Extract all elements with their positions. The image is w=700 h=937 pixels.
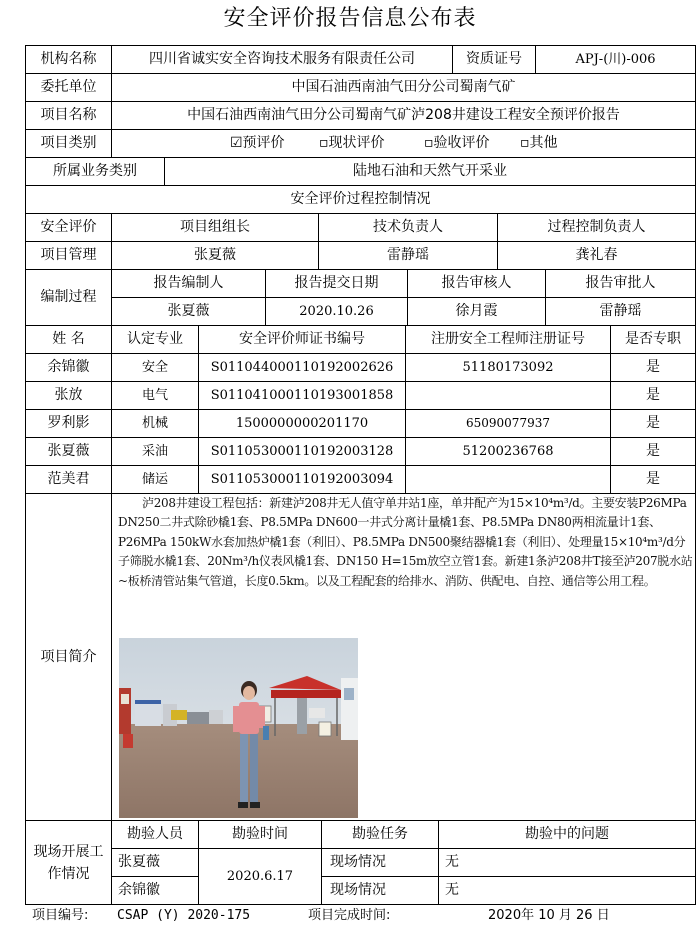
staff-row-fulltime: 是 [610,465,696,494]
site-header-staff: 勘验人员 [111,820,199,849]
org-name: 四川省诚实安全咨询技术服务有限责任公司 [111,45,453,74]
staff-row-fulltime: 是 [610,381,696,410]
staff-row-name: 范美君 [25,465,112,494]
compile-header-author: 报告编制人 [111,269,266,298]
project-name: 中国石油西南油气田分公司蜀南气矿泸208井建设工程安全预评价报告 [111,101,696,130]
category-option-other[interactable]: ▫其他 [520,135,558,151]
staff-header-major: 认定专业 [111,325,199,354]
mgmt-tech-name: 雷静瑶 [318,241,498,270]
staff-header-reg: 注册安全工程师注册证号 [405,325,611,354]
staff-row-cert: S011053000110192003094 [198,465,406,494]
compile-header-reviewer: 报告审核人 [407,269,546,298]
site-row-task: 现场情况 [321,876,439,905]
staff-header-fulltime: 是否专职 [610,325,696,354]
footer-code-label: 项目编号: [32,908,89,923]
staff-row-major: 采油 [111,437,199,466]
site-row-task: 现场情况 [321,848,439,877]
staff-row-name: 罗利影 [25,409,112,438]
staff-header-name: 姓 名 [25,325,112,354]
compile-date: 2020.10.26 [265,297,408,326]
industry-label: 所属业务类别 [25,157,165,186]
staff-row-name: 张夏薇 [25,437,112,466]
intro-label: 项目简介 [25,493,112,821]
staff-row-major: 储运 [111,465,199,494]
qual-number: APJ-(川)-006 [535,45,696,74]
qual-label: 资质证号 [452,45,536,74]
site-row-staff: 余锦徽 [111,876,199,905]
staff-row-fulltime: 是 [610,409,696,438]
category-option-status[interactable]: ▫现状评价 [319,135,385,151]
client-name: 中国石油西南油气田分公司蜀南气矿 [111,73,696,102]
staff-row-reg [405,465,611,494]
org-label: 机构名称 [25,45,112,74]
site-header-time: 勘验时间 [198,820,322,849]
staff-row-reg: 51180173092 [405,353,611,382]
staff-row-fulltime: 是 [610,353,696,382]
client-label: 委托单位 [25,73,112,102]
category-label: 项目类别 [25,129,112,158]
mgmt-header-leader: 项目组组长 [111,213,319,242]
compile-reviewer: 徐月霞 [407,297,546,326]
footer-code: CSAP (Y) 2020-175 [117,908,251,923]
compile-author: 张夏薇 [111,297,266,326]
process-header: 安全评价过程控制情况 [25,185,696,214]
staff-row-name: 张放 [25,381,112,410]
staff-header-cert: 安全评价师证书编号 [198,325,406,354]
mgmt-label-1: 安全评价 [25,213,112,242]
staff-row-name: 余锦徽 [25,353,112,382]
site-header-issues: 勘验中的问题 [438,820,696,849]
staff-row-reg [405,381,611,410]
mgmt-label-2: 项目管理 [25,241,112,270]
project-label: 项目名称 [25,101,112,130]
category-option-acceptance[interactable]: ▫验收评价 [424,135,490,151]
staff-row-major: 安全 [111,353,199,382]
page-title: 安全评价报告信息公布表 [223,6,477,31]
staff-row-cert: 1500000000201170 [198,409,406,438]
staff-row-reg: 51200236768 [405,437,611,466]
category-option-pre[interactable]: ☑预评价 [230,135,285,151]
compile-label: 编制过程 [25,269,112,326]
mgmt-control-name: 龚礼春 [497,241,696,270]
staff-row-reg: 65090077937 [405,409,611,438]
staff-row-major: 机械 [111,409,199,438]
compile-header-date: 报告提交日期 [265,269,408,298]
site-label: 现场开展工作情况 [25,820,112,905]
mgmt-header-control: 过程控制负责人 [497,213,696,242]
staff-row-cert: S011053000110192003128 [198,437,406,466]
staff-row-fulltime: 是 [610,437,696,466]
footer-done-date: 2020年 10 月 26 日 [488,908,610,923]
compile-header-approver: 报告审批人 [545,269,696,298]
staff-row-cert: S011044000110192002626 [198,353,406,382]
site-row-issue: 无 [438,876,696,905]
mgmt-leader-name: 张夏薇 [111,241,319,270]
category-options [111,129,696,158]
mgmt-header-tech: 技术负责人 [318,213,498,242]
site-header-task: 勘验任务 [321,820,439,849]
site-date: 2020.6.17 [198,848,322,905]
site-row-issue: 无 [438,848,696,877]
staff-row-major: 电气 [111,381,199,410]
compile-approver: 雷静瑶 [545,297,696,326]
site-row-staff: 张夏薇 [111,848,199,877]
intro-text: 泸208井建设工程包括：新建泸208井无人值守单井站1座，单井配产为15×10⁴m³/d。主要安装P26MPa DN250二井式除砂橇1套、P8.5MPa DN600一井式分离计量橇1套、P8.5MPa DN80两相流量计1套、P26MPa 150kW水套加热炉橇1套（利旧）、P8.5MPa DN500聚结器橇1套（利旧）、处理量15×10⁴m³/d分子筛脱水橇1套、20Nm³/h仪表风橇1套、DN150 H=15m放空立管1套。新建1条泸208井T接至泸207脱水站~板桥清管站集气管道，长度0.5km。以及工程配套的给排水、消防、供配电、自控、通信等公用工程。 [118,496,693,588]
footer-done-label: 项目完成时间: [308,908,391,923]
site-photo [119,638,358,818]
industry-value: 陆地石油和天然气开采业 [164,157,696,186]
staff-row-cert: S011041000110193001858 [198,381,406,410]
